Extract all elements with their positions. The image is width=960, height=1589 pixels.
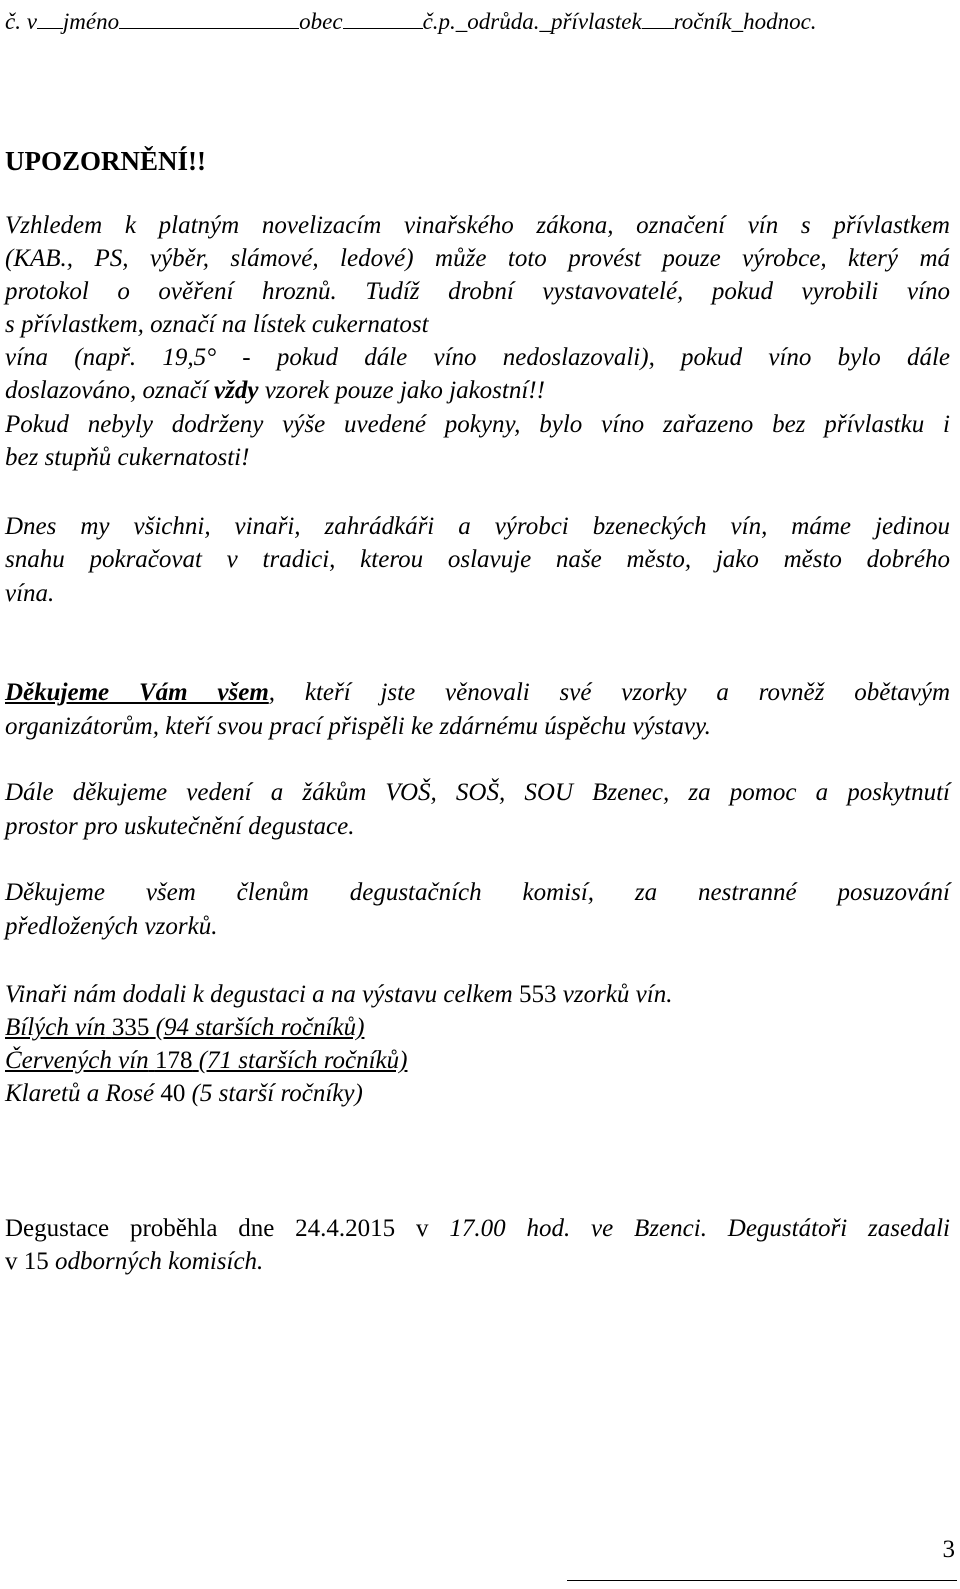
page-number: 3: [942, 1536, 955, 1563]
tasting-line: [5, 1213, 950, 1245]
warning-line: (KAB., PS, výběr, slámové, ledové) může toto provést pouze výrobce, který má: [5, 245, 950, 272]
samples-text: Červených vín: [5, 1047, 149, 1074]
warning-title: UPOZORNĚNÍ!!: [5, 146, 206, 176]
samples-text: Vinaři nám dodali k degustaci a na výstavu celkem: [5, 981, 513, 1008]
samples-white-count: 335: [111, 1014, 150, 1041]
warning-line: protokol o ověření hroznů. Tudíž drobní vystavovatelé, pokud vyrobili víno: [5, 278, 950, 305]
header-blank: [37, 6, 63, 29]
tasting-time: 17.00: [449, 1215, 506, 1242]
warning-line: vína (např. 19,5° - pokud dále víno nedoslazovali), pokud víno bylo dále: [5, 344, 950, 371]
entry-header-row: [5, 6, 817, 38]
header-cv: č. v: [5, 9, 37, 34]
warning-line: [5, 375, 545, 407]
committee-thanks-line: předložených vzorků.: [5, 913, 218, 940]
header-blank: [343, 6, 423, 29]
header-obec: obec: [299, 9, 343, 34]
samples-text: (71 starších ročníků): [198, 1047, 408, 1074]
header-jmeno: jméno: [62, 9, 120, 34]
warning-line: Pokud nebyly dodrženy výše uvedené pokyny, bylo víno zařazeno bez přívlastku i: [5, 411, 950, 438]
samples-claret: [5, 1078, 363, 1110]
warning-line: bez stupňů cukernatosti!: [5, 444, 250, 471]
tasting-text: hod. ve Bzenci. Degustátoři zasedali: [526, 1215, 951, 1242]
samples-white: [5, 1012, 364, 1044]
warning-line: Vzhledem k platným novelizacím vinařského zákona, označení vín s přívlastkem: [5, 212, 950, 239]
school-thanks-line: Dále děkujeme vedení a žákům VOŠ, SOŠ, SOU Bzenec, za pomoc a poskytnutí: [5, 779, 950, 806]
warning-line: s přívlastkem, označí na lístek cukernatost: [5, 311, 429, 338]
header-blank: [119, 6, 299, 29]
warning-text: vzorek pouze jako jakostní!!: [264, 377, 545, 404]
samples-total: [5, 979, 672, 1011]
samples-text: Klaretů a Rosé: [5, 1080, 155, 1107]
tasting-text: Degustace proběhla dne 24.4.2015 v: [5, 1215, 429, 1242]
header-hodnoc: _hodnoc.: [731, 9, 817, 34]
samples-red: [5, 1045, 407, 1077]
samples-red-count: 178: [154, 1047, 193, 1074]
tradition-line: Dnes my všichni, vinaři, zahrádkáři a výrobci bzeneckých vín, máme jedinou: [5, 513, 950, 540]
samples-total-count: 553: [519, 981, 557, 1008]
warning-text: doslazováno, označí: [5, 377, 208, 404]
header-rocnik: ročník: [673, 9, 732, 34]
samples-text: Bílých vín: [5, 1014, 106, 1041]
samples-text: (94 starších ročníků): [155, 1014, 365, 1041]
thanks-text: , kteří jste věnovali své vzorky a rovněž obětavým: [268, 679, 950, 706]
header-blank: [642, 6, 674, 29]
committee-thanks-line: Děkujeme všem členům degustačních komisí, za nestranné posuzování: [5, 879, 950, 906]
samples-text: (5 starší ročníky): [191, 1080, 363, 1107]
thanks-lead: Děkujeme Vám všem: [5, 679, 269, 706]
warning-emphasis: vždy: [214, 377, 259, 404]
tasting-text: odborných komisích.: [55, 1248, 264, 1275]
tradition-line: vína.: [5, 580, 55, 607]
tradition-line: snahu pokračovat v tradici, kterou oslavuje naše město, jako město dobrého: [5, 546, 950, 573]
samples-claret-count: 40: [160, 1080, 186, 1107]
header-cp-odruda: č.p._odrůda._přívlastek: [422, 9, 642, 34]
thanks-line: organizátorům, kteří svou prací přispěli ke zdárnému úspěchu výstavy.: [5, 713, 711, 740]
footer-divider: [567, 1580, 957, 1581]
school-thanks-line: prostor pro uskutečnění degustace.: [5, 813, 355, 840]
thanks-line: [5, 677, 950, 709]
tasting-text: v 15: [5, 1248, 49, 1275]
samples-text: vzorků vín.: [562, 981, 673, 1008]
tasting-line: [5, 1246, 263, 1278]
